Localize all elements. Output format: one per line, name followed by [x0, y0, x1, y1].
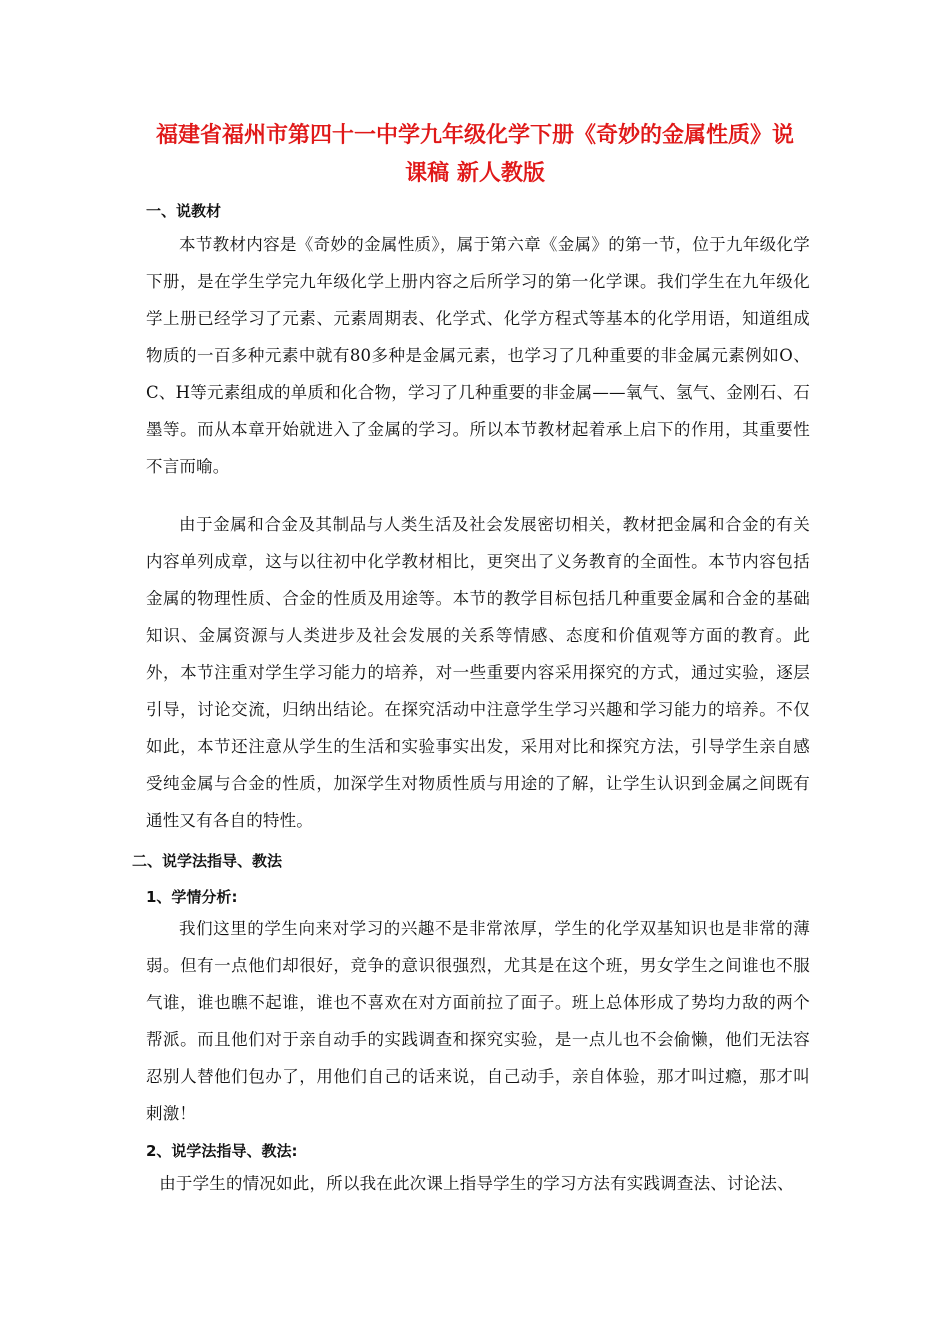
- section-heading-teaching-material: 一、说教材: [146, 202, 222, 220]
- paragraph-method-guidance: 由于学生的情况如此，所以我在此次课上指导学生的学习方法有实践调查法、讨论法、: [159, 1174, 794, 1193]
- paragraph-student-analysis: 我们这里的学生向来对学习的兴趣不是非常浓厚，学生的化学双基知识也是非常的薄弱。但有一点他们却很好，竞争的意识很强烈，尤其是在这个班，男女学生之间谁也不服气谁，谁也瞧不起谁，谁也不喜欢在对方面前拉了面子。班上总体形成了势均力敌的两个帮派。而且他们对于亲自动手的实践调查和探究实验，是一点儿也不会偷懒，他们无法容忍别人替他们包办了，用他们自己的话来说，自己动手，亲自体验，那才叫过瘾，那才叫刺激！: [146, 919, 810, 1123]
- paragraph-material-1: 本节教材内容是《奇妙的金属性质》，属于第六章《金属》的第一节，位于九年级化学下册，是在学生学完九年级化学上册内容之后所学习的第一化学课。我们学生在九年级化学上册已经学习了元素、元素周期表、化学式、化学方程式等基本的化学用语，知道组成物质的一百多种元素中就有80多种是金属元素，也学习了几种重要的非金属元素例如O、C、H等元素组成的单质和化合物，学习了几种重要的非金属——氧气、氢气、金刚石、石墨等。而从本章开始就进入了金属的学习。所以本节教材起着承上启下的作用，其重要性不言而喻。: [146, 235, 810, 476]
- paragraph-material-2: 由于金属和合金及其制品与人类生活及社会发展密切相关，教材把金属和合金的有关内容单列成章，这与以往初中化学教材相比，更突出了义务教育的全面性。本节内容包括金属的物理性质、合金的性质及用途等。本节的教学目标包括几种重要金属和合金的基础知识、金属资源与人类进步及社会发展的关系等情感、态度和价值观等方面的教育。此外，本节注重对学生学习能力的培养，对一些重要内容采用探究的方式，通过实验，逐层引导，讨论交流，归纳出结论。在探究活动中注意学生学习兴趣和学习能力的培养。不仅如此，本节还注意从学生的生活和实验事实出发，采用对比和探究方法，引导学生亲自感受纯金属与合金的性质，加深学生对物质性质与用途的了解，让学生认识到金属之间既有通性又有各自的特性。: [146, 515, 810, 830]
- subsection-heading-student-analysis: 1、学情分析:: [146, 888, 238, 906]
- subsection-heading-method-guidance: 2、说学法指导、教法:: [146, 1142, 298, 1160]
- document-title-line-2: 课稿 新人教版: [405, 161, 545, 186]
- document-title-line-1: 福建省福州市第四十一中学九年级化学下册《奇妙的金属性质》说: [155, 123, 794, 148]
- section-heading-learning-method: 二、说学法指导、教法: [132, 852, 283, 870]
